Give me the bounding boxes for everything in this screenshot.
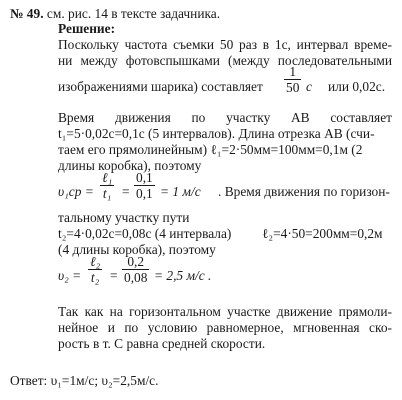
formula1-tail: . Время движения по горизон-	[218, 184, 390, 199]
para2-line1: Время движения по участку АВ составляет	[58, 110, 392, 125]
interval-fraction-unit: с	[306, 79, 312, 94]
formula2-fraction1	[88, 254, 102, 285]
solution-heading: Решение:	[58, 21, 116, 36]
para3-line1: тальному участку пути	[58, 210, 190, 225]
para3-line3: (4 длины коробка), поэтому	[58, 242, 216, 257]
para4-line1: Так как на горизонтальном участке движение прямоли-	[58, 304, 392, 319]
para3-line2-left: t₂=4·0,02с=0,08с (4 интервала)	[58, 226, 232, 241]
formula2-fraction1-numerator: ℓ₂	[90, 254, 101, 269]
formula1-fraction2-denominator: 0,1	[136, 186, 153, 201]
formula2-fraction2-denominator: 0,08	[124, 270, 148, 285]
formula1-result: = 1 м/с	[160, 184, 201, 199]
para2-line3: таем его прямолинейным) ℓ₁=2·50мм=100мм=0,1м (2	[58, 142, 363, 157]
interval-fraction-numerator: 1	[289, 64, 297, 79]
para1-line1: Поскольку частота съемки 50 раз в 1с, интервал време-	[58, 37, 392, 52]
interval-fraction	[284, 64, 301, 95]
answer-line: Ответ: υ₁=1м/с; υ₂=2,5м/с.	[10, 373, 159, 388]
formula2-fraction2	[122, 254, 149, 285]
para1-line2: ни между фотовспышками (между последовательными	[58, 53, 392, 68]
problem-header	[10, 6, 220, 22]
formula2-fraction2-numerator: 0,2	[127, 254, 145, 269]
formula1-lhs: υ₁ср =	[58, 184, 94, 199]
para2-line2: t₁=5·0,02с=0,1с (5 интервалов). Длина отрезка АВ (счи-	[58, 126, 375, 141]
formula1-fraction2	[134, 170, 155, 201]
interval-fraction-denominator: 50	[286, 80, 300, 95]
formula1-fraction1-denominator: t₁	[102, 186, 112, 201]
formula1-fraction1	[100, 170, 114, 201]
formula1-equals: =	[122, 184, 130, 199]
formula1-fraction2-numerator: 0,1	[136, 170, 153, 185]
para1-line3-start: изображениями шарика) составляет	[58, 79, 263, 94]
para1-line3-end: или 0,02с.	[328, 79, 386, 94]
formula2-equals: =	[110, 268, 118, 283]
formula2-lhs: υ₂ =	[58, 268, 82, 283]
problem-reference: см. рис. 14 в тексте задачника.	[46, 6, 221, 21]
formula1-fraction1-numerator: ℓ₁	[102, 170, 113, 185]
formula2-result: = 2,5 м/с .	[154, 268, 212, 283]
para4-line2: нейное и по условию равномерное, мгновенная ско-	[58, 320, 392, 335]
para2-line4: длины коробка), поэтому	[58, 158, 202, 173]
formula2-fraction1-denominator: t₂	[90, 270, 100, 285]
para3-line2-right: ℓ₂=4·50=200мм=0,2м	[262, 226, 383, 241]
problem-number: № 49.	[10, 6, 44, 21]
para4-line3: рость в т. С равна средней скорости.	[58, 336, 266, 351]
